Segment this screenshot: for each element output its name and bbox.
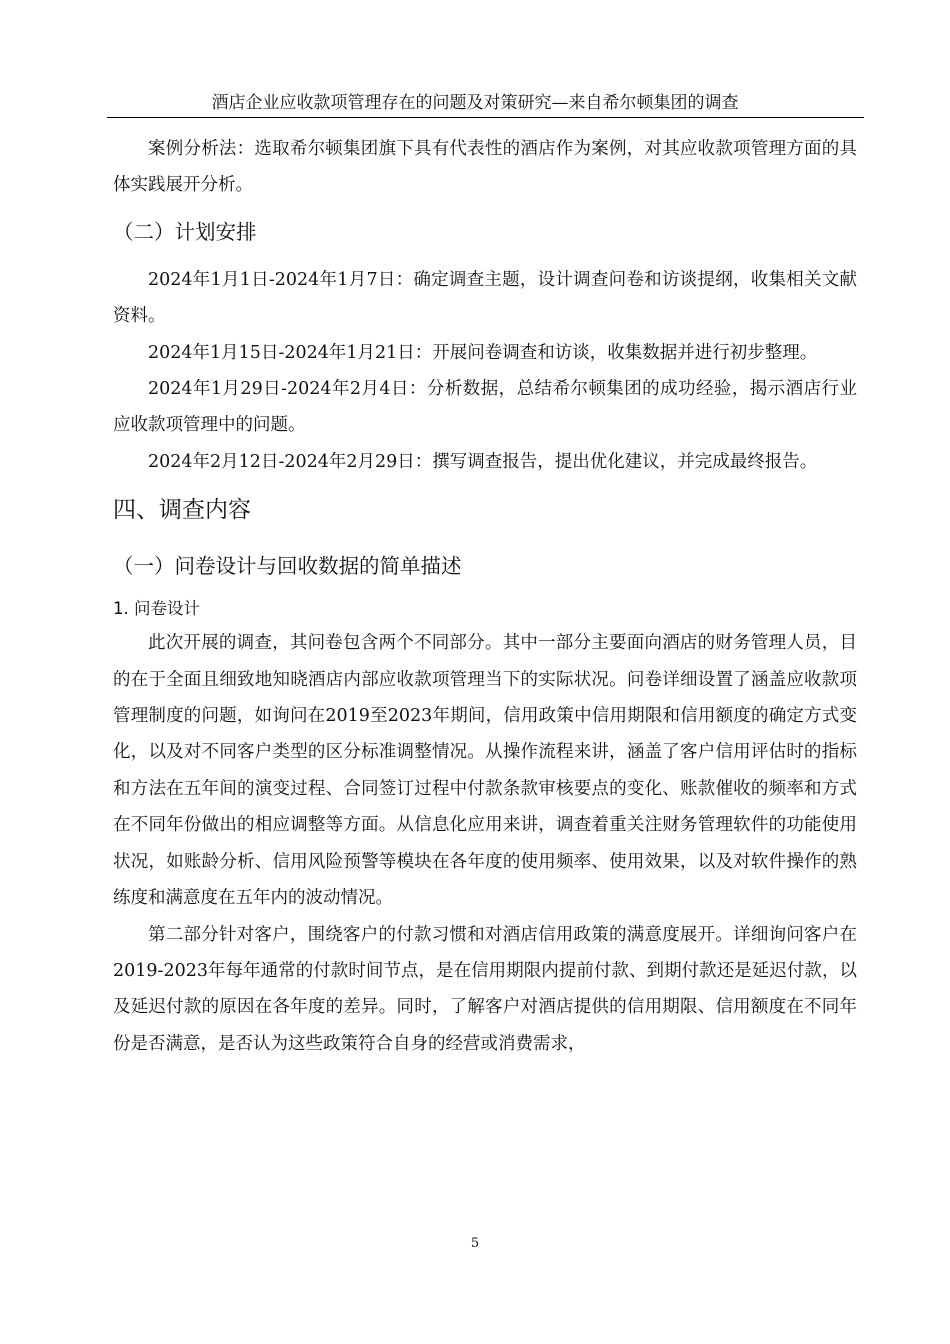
running-header: 酒店企业应收款项管理存在的问题及对策研究—来自希尔顿集团的调查 <box>211 93 739 113</box>
plan-item-2: 2024年1月15日-2024年1月21日：开展问卷调查和访谈，收集数据并进行初步整理。 <box>148 342 818 363</box>
plan-item-1: 2024年1月1日-2024年1月7日：确定调查主题，设计调查问卷和访谈提纲，收集相关文献资料。 <box>113 269 857 327</box>
section-4-heading: 四、调查内容 <box>113 497 251 524</box>
design-subheading: 1. 问卷设计 <box>113 599 200 619</box>
page-body <box>113 131 857 1062</box>
page-number: 5 <box>470 1236 480 1251</box>
header-rule <box>107 117 864 118</box>
plan-item-4: 2024年2月12日-2024年2月29日：撰写调查报告，提出优化建议，并完成最终报告。 <box>148 451 818 472</box>
plan-heading: （二）计划安排 <box>113 219 257 244</box>
case-method-paragraph: 案例分析法：选取希尔顿集团旗下具有代表性的酒店作为案例，对其应收款项管理方面的具体实践展开分析。 <box>113 139 857 196</box>
plan-item-3: 2024年1月29日-2024年2月4日：分析数据，总结希尔顿集团的成功经验，揭示酒店行业应收款项管理中的问题。 <box>113 379 857 436</box>
design-paragraph-1: 此次开展的调查，其问卷包含两个不同部分。其中一部分主要面向酒店的财务管理人员，目的在于全面且细致地知晓酒店内部应收款项管理当下的实际状况。问卷详细设置了涵盖应收款项管理制度的问题，如询问在2019至2023年期间，信用政策中信用期限和信用额度的确定方式变化，以及对不同客户类型的区分标准调整情况。从操作流程来讲，涵盖了客户信用评估时的指标和方法在五年间的演变过程、合同签订过程中付款条款审核要点的变化、账款催收的频率和方式在不同年份做出的相应调整等方面。从信息化应用来讲，调查着重关注财务管理软件的功能使用状况，如账龄分析、信用风险预警等模块在各年度的使用频率、使用效果，以及对软件操作的熟练度和满意度在五年内的波动情况。 <box>113 633 857 909</box>
design-paragraph-2: 第二部分针对客户，围绕客户的付款习惯和对酒店信用政策的满意度展开。详细询问客户在2019-2023年每年通常的付款时间节点，是在信用期限内提前付款、到期付款还是延迟付款，以及延迟付款的原因在各年度的差异。同时，了解客户对酒店提供的信用期限、信用额度在不同年份是否满意，是否认为这些政策符合自身的经营或消费需求， <box>113 924 857 1054</box>
questionnaire-heading: （一）问卷设计与回收数据的简单描述 <box>113 554 462 579</box>
